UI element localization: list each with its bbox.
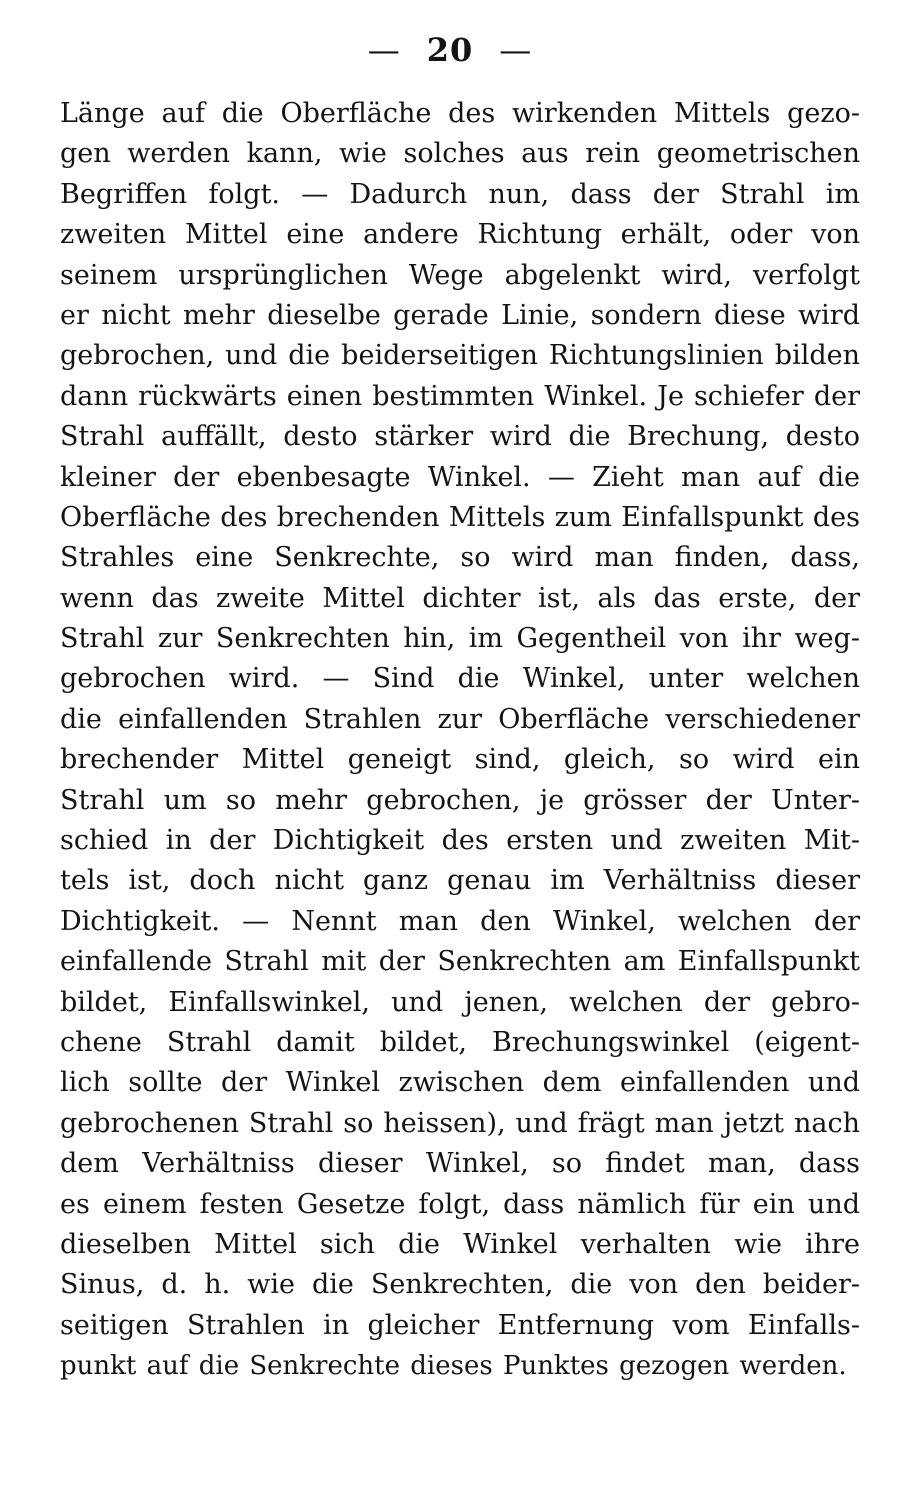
text-line: einfallende Strahl mit der Senkrechten am Einfallspunkt (60, 946, 860, 978)
text-line: es einem festen Gesetze folgt, dass nämlich für ein und (60, 1188, 860, 1220)
body-paragraph (60, 94, 860, 1387)
text-line: schied in der Dichtigkeit des ersten und zweiten Mit- (60, 825, 860, 857)
text-line: zweiten Mittel eine andere Richtung erhält, oder von (60, 219, 860, 251)
page-number-header (0, 30, 900, 70)
text-line: Strahl auffällt, desto stärker wird die Brechung, desto (60, 421, 860, 453)
text-line: er nicht mehr dieselbe gerade Linie, sondern diese wird (60, 299, 860, 331)
text-line: gebrochen wird. — Sind die Winkel, unter welchen (60, 663, 860, 695)
text-line: bildet, Einfallswinkel, und jenen, welchen der gebro- (60, 986, 860, 1018)
page-number: 20 (426, 31, 474, 69)
text-line: lich sollte der Winkel zwischen dem einfallenden und (60, 1067, 860, 1099)
text-line: die einfallenden Strahlen zur Oberfläche verschiedener (60, 703, 860, 735)
text-line: dieselben Mittel sich die Winkel verhalten wie ihre (60, 1228, 860, 1260)
text-line: Strahl zur Senkrechten hin, im Gegentheil von ihr weg- (60, 623, 860, 655)
page-number-dash-right: — (499, 31, 533, 69)
text-line: punkt auf die Senkrechte dieses Punktes gezogen werden. (60, 1351, 847, 1382)
text-line: gebrochenen Strahl so heissen), und frägt man jetzt nach (60, 1107, 860, 1139)
text-line: seinem ursprünglichen Wege abgelenkt wird, verfolgt (60, 259, 860, 291)
text-line: chene Strahl damit bildet, Brechungswinkel (eigent- (60, 1026, 860, 1058)
text-line: gen werden kann, wie solches aus rein geometrischen (60, 138, 860, 170)
text-line: brechender Mittel geneigt sind, gleich, so wird ein (60, 744, 860, 776)
text-line: Länge auf die Oberfläche des wirkenden Mittels gezo- (60, 98, 860, 129)
text-line: wenn das zweite Mittel dichter ist, als das erste, der (60, 582, 860, 614)
text-line: seitigen Strahlen in gleicher Entfernung vom Einfalls- (60, 1309, 860, 1341)
text-line: Strahl um so mehr gebrochen, je grösser der Unter- (60, 784, 860, 816)
page-number-dash-left: — (367, 31, 401, 69)
text-line: tels ist, doch nicht ganz genau im Verhältniss dieser (60, 865, 860, 897)
text-line: Oberfläche des brechenden Mittels zum Einfallspunkt des (60, 501, 860, 533)
text-line: kleiner der ebenbesagte Winkel. — Zieht man auf die (60, 461, 860, 493)
text-line: gebrochen, und die beiderseitigen Richtungslinien bilden (60, 340, 860, 372)
text-line: Begriffen folgt. — Dadurch nun, dass der Strahl im (60, 178, 860, 210)
text-line: dann rückwärts einen bestimmten Winkel. Je schiefer der (60, 380, 860, 412)
text-line: Sinus, d. h. wie die Senkrechten, die von den beider- (60, 1269, 860, 1301)
text-line: Dichtigkeit. — Nennt man den Winkel, welchen der (60, 905, 860, 937)
text-line: Strahles eine Senkrechte, so wird man finden, dass, (60, 542, 860, 574)
text-line: dem Verhältniss dieser Winkel, so findet man, dass (60, 1148, 860, 1180)
